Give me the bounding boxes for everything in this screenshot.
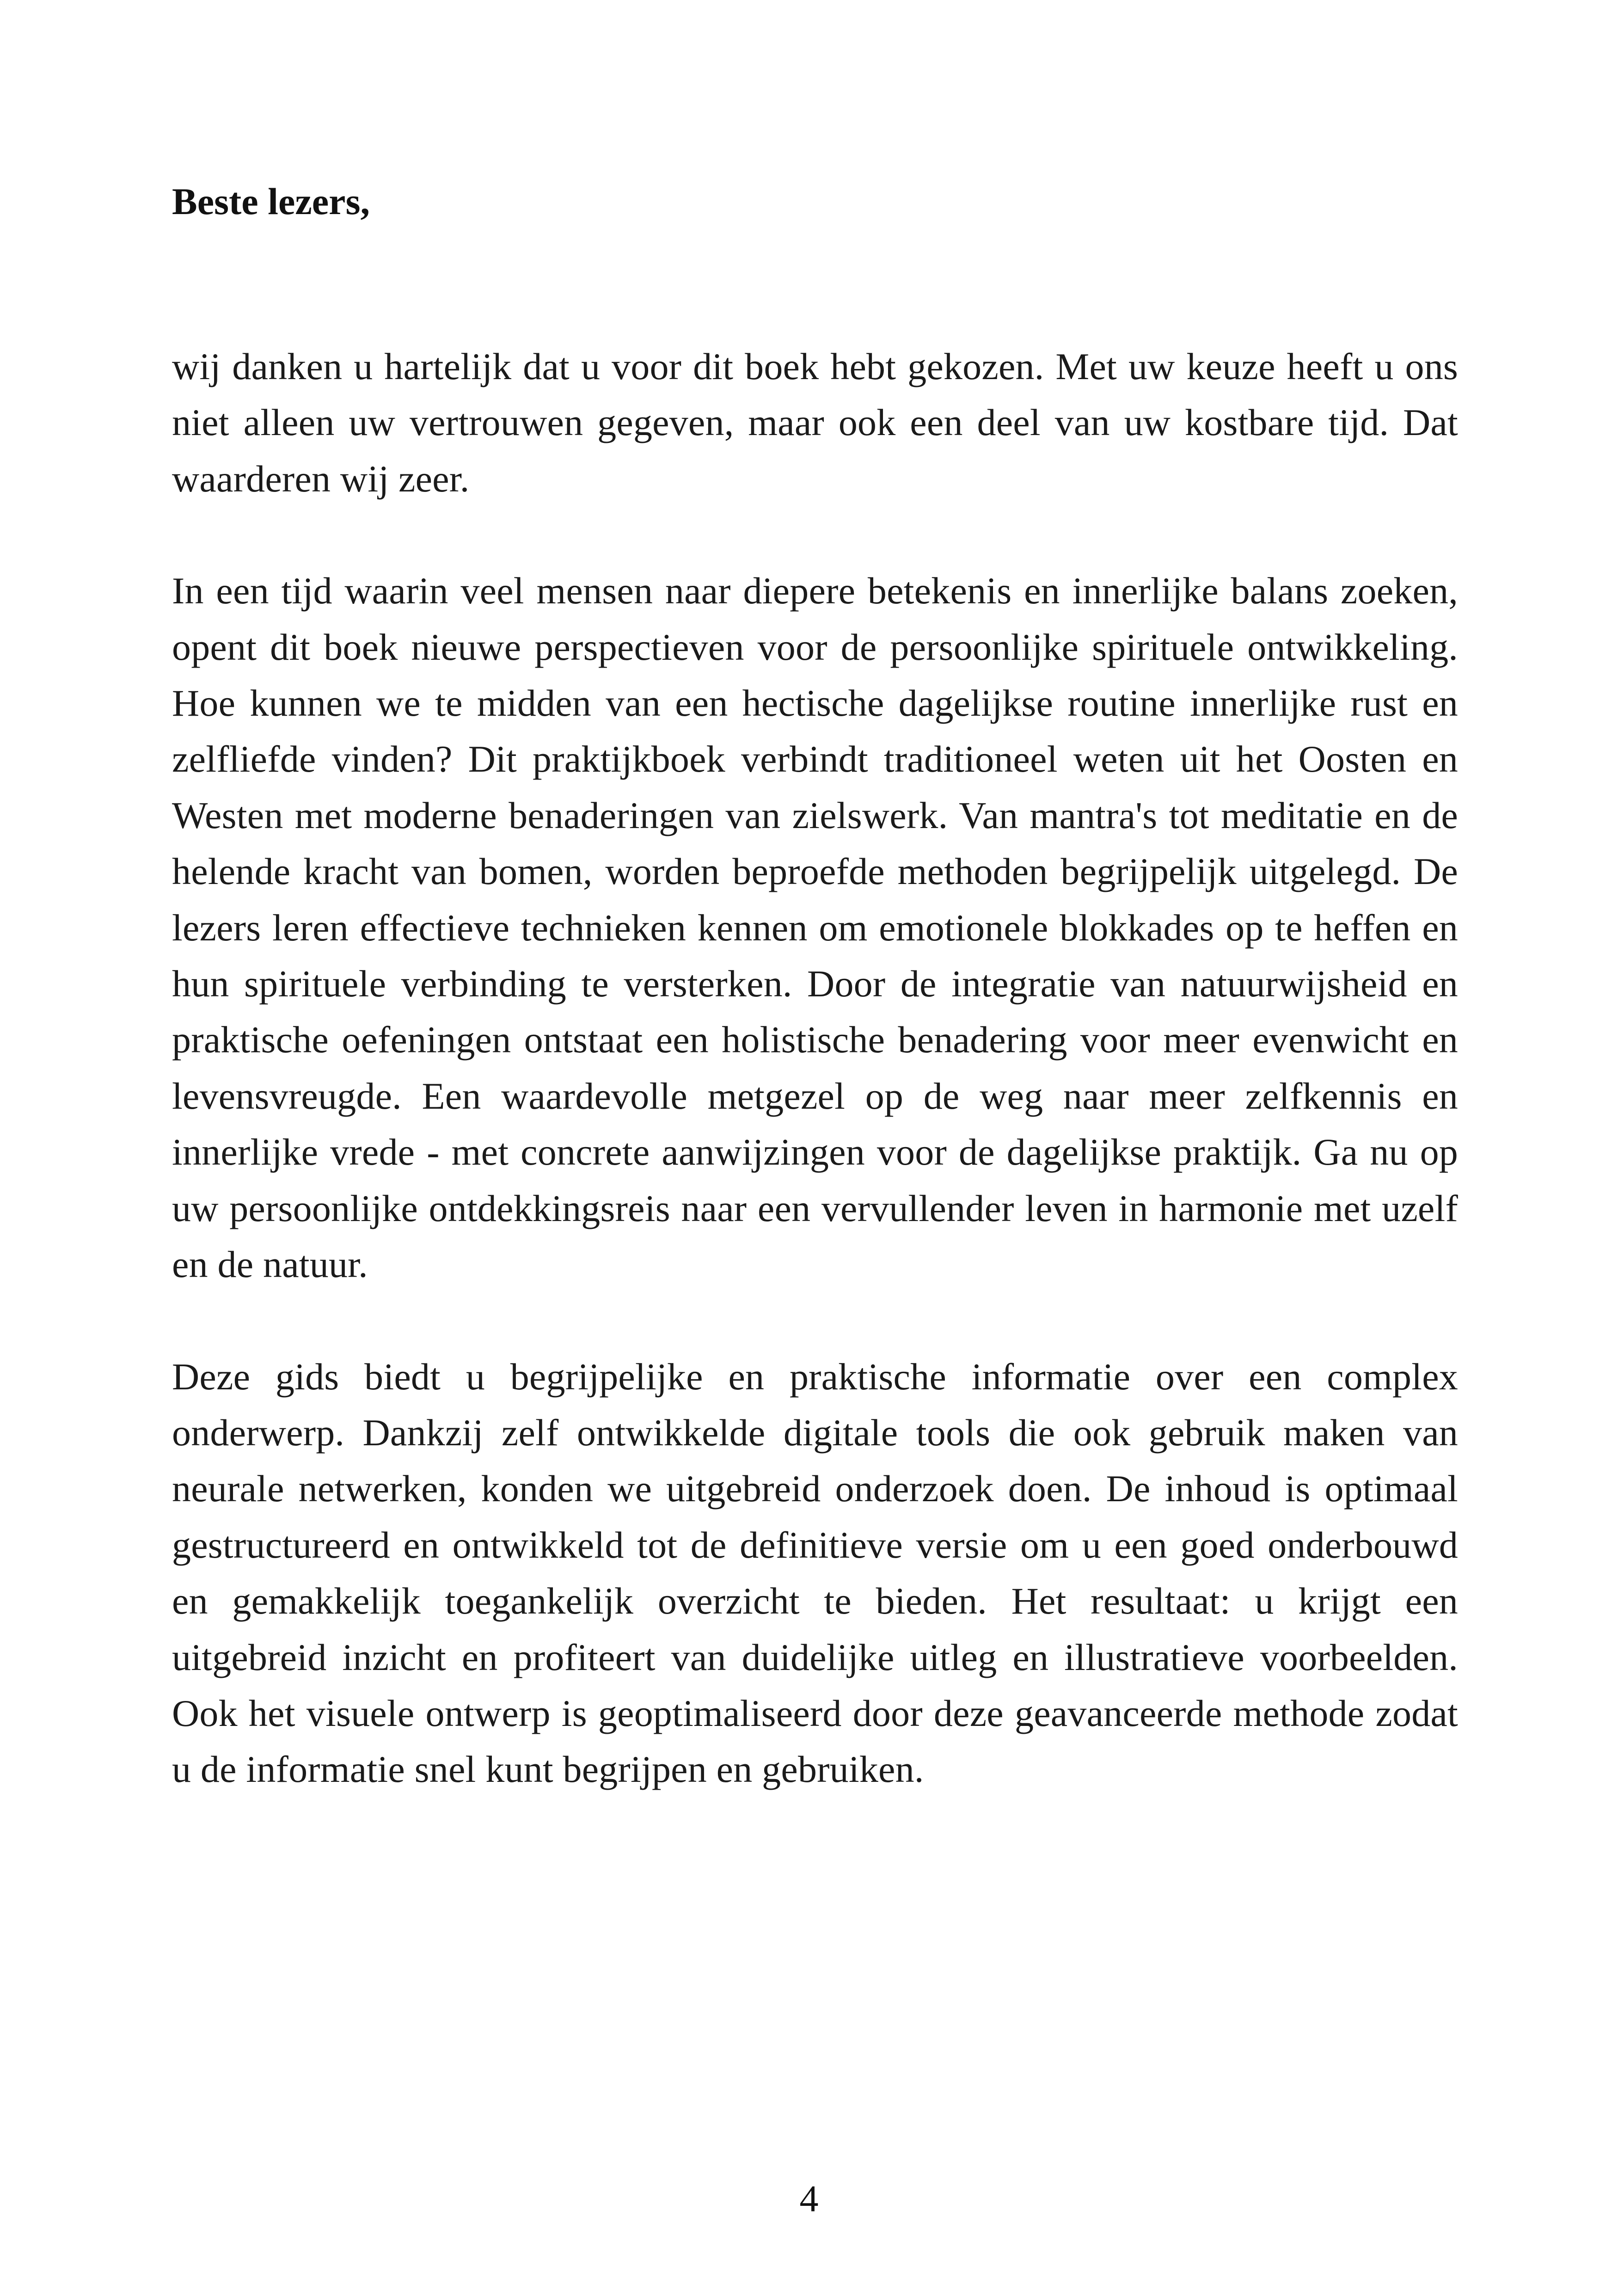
page-number: 4 — [799, 2178, 819, 2220]
paragraph-thanks: wij danken u hartelijk dat u voor dit boek hebt gekozen. Met uw keuze heeft u ons niet alleen uw vertrouwen gegeven, maar ook een deel van uw kostbare tijd. Dat waarderen wij zeer. — [172, 345, 1458, 500]
greeting-heading: Beste lezers, — [172, 180, 370, 222]
body-text — [172, 338, 1458, 1854]
paragraph-book-description: In een tijd waarin veel mensen naar diepere betekenis en innerlijke balans zoeken, opent dit boek nieuwe perspectieven voor de persoonlijke spirituele ontwikkeling. Hoe kunnen we te midden van een hectische dagelijkse routine innerlijke rust en zelfliefde vinden? Dit praktijkboek verbindt traditioneel weten uit het Oosten en Westen met moderne benaderingen van zielswerk. Van mantra's tot meditatie en de helende kracht van bomen, worden beproefde methoden begrijpelijk uitgelegd. De lezers leren effectieve technieken kennen om emotionele blokkades op te heffen en hun spirituele verbinding te versterken. Door de integratie van natuurwijsheid en praktische oefeningen ontstaat een holistische benadering voor meer evenwicht en levensvreugde. Een waardevolle metgezel op de weg naar meer zelfkennis en innerlijke vrede - met concrete aanwijzingen voor de dagelijkse praktijk. Ga nu op uw persoonlijke ontdekkingsreis naar een vervullender leven in harmonie met uzelf en de natuur. — [172, 570, 1458, 1286]
paragraph-guide-info: Deze gids biedt u begrijpelijke en praktische informatie over een complex onderwerp. Dankzij zelf ontwikkelde digitale tools die ook gebruik maken van neurale netwerken, konden we uitgebreid onderzoek doen. De inhoud is optimaal gestructureerd en ontwikkeld tot de definitieve versie om u een goed onderbouwd en gemakkelijk toegankelijk overzicht te bieden. Het resultaat: u krijgt een uitgebreid inzicht en profiteert van duidelijke uitleg en illustratieve voorbeelden. Ook het visuele ontwerp is geoptimaliseerd door deze geavanceerde methode zodat u de informatie snel kunt begrijpen en gebruiken. — [172, 1355, 1458, 1791]
